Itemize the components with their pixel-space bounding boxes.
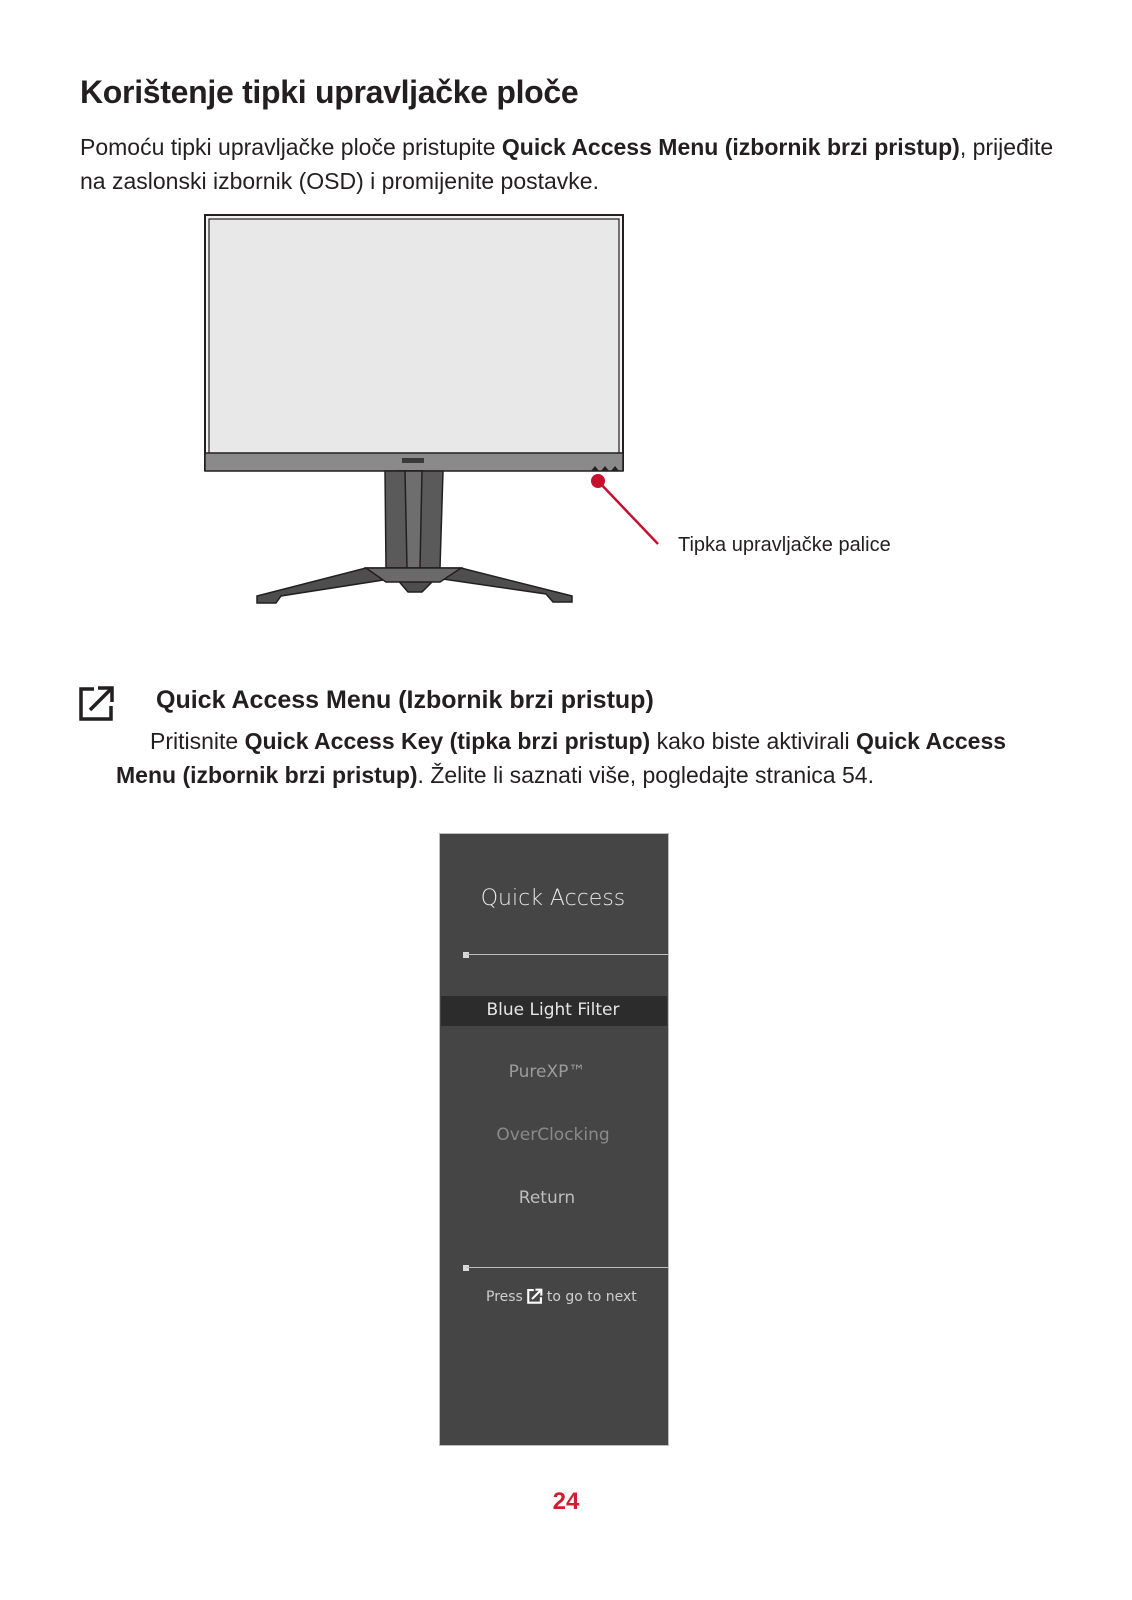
section-title: Quick Access Menu (Izbornik brzi pristup) [156, 686, 654, 714]
osd-footer-hint: Press to go to next [486, 1289, 637, 1305]
figure-caption: Tipka upravljačke palice [678, 534, 891, 556]
intro-paragraph: Pomoću tipki upravljačke ploče pristupite Quick Access Menu (izbornik brzi pristup), prijeđite na zaslonski izbornik (OSD) i promijenite postavke. [80, 134, 1054, 194]
monitor-illustration [196, 206, 676, 612]
osd-item-return[interactable]: Return [518, 1188, 576, 1208]
osd-divider-marker [463, 952, 469, 958]
quick-access-osd [440, 834, 668, 1445]
joystick-buttons [591, 466, 619, 471]
section-paragraph: Pritisnite Quick Access Key (tipka brzi pristup) kako biste aktivirali Quick Access Menu (izbornik brzi pristup). Želite li saznati više, pogledajte stranica 54. [116, 728, 1007, 788]
monitor-stand [257, 471, 572, 603]
page-number: 24 [552, 1488, 580, 1515]
page-heading: Korištenje tipki upravljačke ploče [80, 74, 579, 110]
osd-title: Quick Access [480, 886, 626, 911]
osd-item-purexp[interactable]: PureXP™ [508, 1062, 586, 1082]
osd-item-blue-light-filter[interactable]: Blue Light Filter [486, 1000, 620, 1020]
osd-divider-top [466, 954, 668, 955]
osd-divider-bottom [466, 1267, 668, 1268]
osd-divider-marker [463, 1265, 469, 1271]
monitor-screen [205, 215, 623, 471]
external-link-icon [527, 1288, 543, 1304]
osd-item-overclocking[interactable]: OverClocking [496, 1125, 610, 1145]
external-link-icon [78, 684, 116, 722]
callout-pointer [591, 474, 658, 544]
